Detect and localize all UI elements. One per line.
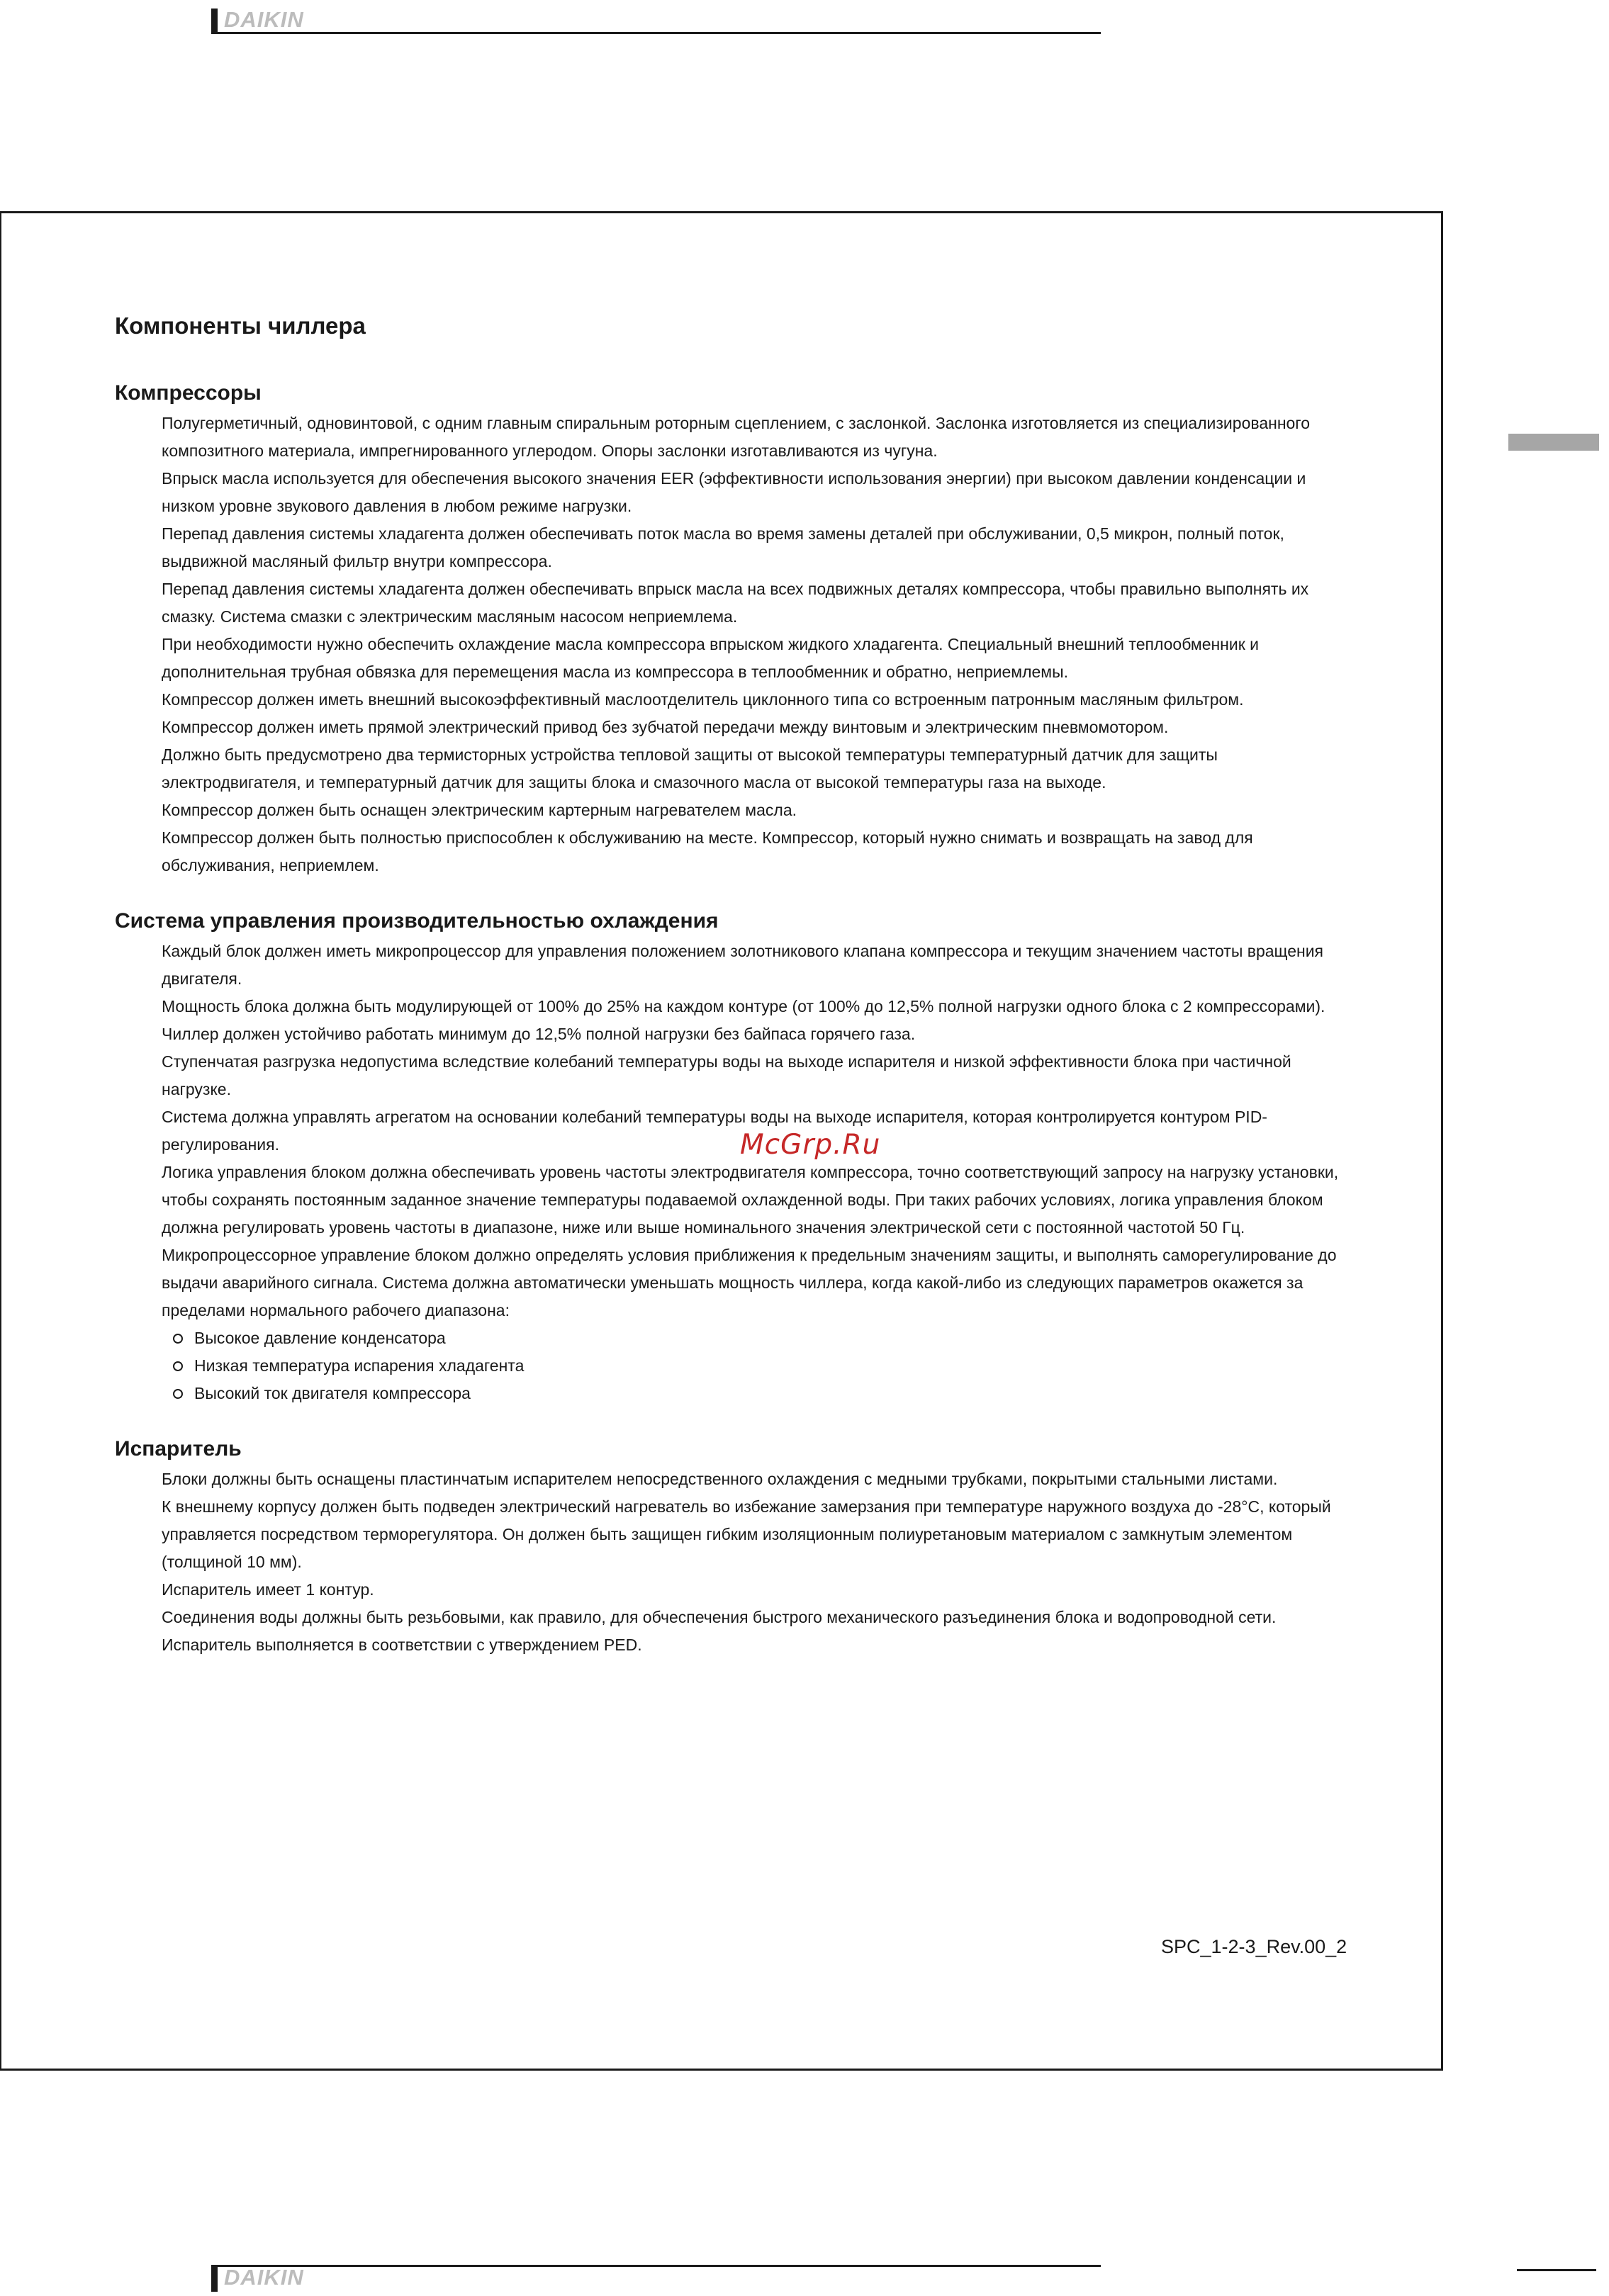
list-item: Высокое давление конденсатора: [173, 1324, 1355, 1352]
paragraph: Компрессор должен быть оснащен электрическим картерным нагревателем масла.: [162, 801, 797, 819]
page-footer: [211, 2265, 1101, 2295]
section-capacity-control: [115, 906, 1355, 1407]
daikin-logo: DAIKIN: [224, 7, 304, 32]
paragraph: Соединения воды должны быть резьбовыми, как правило, для обчеспечения быстрого механического разъединения блока и водопроводной сети.: [162, 1608, 1277, 1626]
section-heading: Компрессоры: [115, 381, 262, 405]
section-evaporator: [115, 1434, 1355, 1659]
list-item: Высокий ток двигателя компрессора: [173, 1380, 1355, 1407]
daikin-logo: DAIKIN: [224, 2265, 304, 2290]
page-title: Компоненты чиллера: [115, 313, 366, 339]
paragraph: Впрыск масла используется для обеспечения высокого значения EER (эффективности использования энергии) при высоком давлении конденсации и низком уровне звукового давления в любом режиме нагрузки.: [162, 469, 1306, 515]
paragraph: Компрессор должен иметь прямой электрический привод без зубчатой передачи между винтовым и электрическим пневмомотором.: [162, 718, 1169, 736]
paragraph: Компрессор должен быть полностью приспособлен к обслуживанию на месте. Компрессор, который нужно снимать и возвращать на завод для обслуживания, неприемлем.: [162, 828, 1253, 874]
paragraph: Компрессор должен иметь внешний высокоэффективный маслоотделитель циклонного типа со встроенным патронным масляным фильтром.: [162, 690, 1244, 709]
section-tab-marker: [1508, 434, 1599, 451]
footer-side-rule: [1517, 2269, 1596, 2271]
section-compressors: [115, 378, 1355, 879]
paragraph: Микропроцессорное управление блоком должно определять условия приближения к предельным значениям защиты, и выполнять саморегулирование до выдачи аварийного сигнала. Система должна автоматически уменьшать мощность чиллера, когда какой-либо из следующих параметров окажется за пределами нормального рабочего диапазона:: [162, 1246, 1337, 1319]
paragraph: Испаритель имеет 1 контур.: [162, 1580, 374, 1599]
paragraph: При необходимости нужно обеспечить охлаждение масла компрессора впрыском жидкого хладагента. Специальный внешний теплообменник и дополнительная трубная обвязка для перемещения масла из компрессора в теплообменник и обратно, неприемлемы.: [162, 635, 1260, 681]
list-item: Низкая температура испарения хладагента: [173, 1352, 1355, 1380]
paragraph: Каждый блок должен иметь микропроцессор для управления положением золотникового клапана компрессора и текущим значением частоты вращения двигателя.: [162, 942, 1323, 988]
paragraph: Логика управления блоком должна обеспечивать уровень частоты электродвигателя компрессора, точно соответствующий запросу на нагрузку установки, чтобы сохранять постоянным заданное значение температуры подаваемой охлажденной воды. При таких рабочих условиях, логика управления блоком должна регулировать уровень частоты в диапазоне, ниже или выше номинального значения электрической сети с постоянной частотой 50 Гц.: [162, 1163, 1339, 1237]
paragraph: Блоки должны быть оснащены пластинчатым испарителем непосредственного охлаждения с медными трубками, покрытыми стальными листами.: [162, 1470, 1278, 1488]
footer-rule: [211, 2265, 1101, 2267]
paragraph: Система должна управлять агрегатом на основании колебаний температуры воды на выходе испарителя, которая контролируется контуром PID-регулирования.: [162, 1108, 1267, 1154]
paragraph: Испаритель выполняется в соответствии с утверждением PED.: [162, 1636, 642, 1654]
bullet-list: [115, 1324, 1355, 1407]
paragraph: Ступенчатая разгрузка недопустима вследствие колебаний температуры воды на выходе испарителя и низкой эффективности блока при частичной нагрузке.: [162, 1052, 1291, 1098]
paragraph: К внешнему корпусу должен быть подведен электрический нагреватель во избежание замерзания при температуре наружного воздуха до -28°С, который управляется посредством терморегулятора. Он должен быть защищен гибким изоляционным полиуретановым материалом с замкнутым элементом (толщиной 10 мм).: [162, 1497, 1331, 1571]
watermark: McGrp.Ru: [740, 1129, 881, 1161]
document-code: SPC_1-2-3_Rev.00_2: [1161, 1936, 1347, 1957]
paragraph: Полугерметичный, одновинтовой, с одним главным спиральным роторным сцеплением, с заслонкой. Заслонка изготовляется из специализированного композитного материала, импрегнированного углеродом. Опоры заслонки изготавливаются из чугуна.: [162, 414, 1310, 460]
brand-mark: [211, 2266, 218, 2292]
document-body: [115, 310, 1355, 1686]
paragraph: Перепад давления системы хладагента должен обеспечивать поток масла во время замены деталей при обслуживании, 0,5 микрон, полный поток, выдвижной масляный фильтр внутри компрессора.: [162, 524, 1284, 570]
header-rule: [211, 32, 1101, 34]
brand-mark: [211, 9, 218, 34]
section-heading: Испаритель: [115, 1437, 242, 1461]
section-heading: Система управления производительностью охлаждения: [115, 909, 719, 933]
page-header: [211, 6, 1101, 35]
paragraph: Должно быть предусмотрено два термисторных устройства тепловой защиты от высокой температуры температурный датчик для защиты электродвигателя, и температурный датчик для защиты блока и смазочного масла от высокой температуры газа на выходе.: [162, 745, 1218, 792]
paragraph: Перепад давления системы хладагента должен обеспечивать впрыск масла на всех подвижных деталях компрессора, чтобы правильно выполнять их смазку. Система смазки с электрическим масляным насосом неприемлема.: [162, 580, 1309, 626]
paragraph: Мощность блока должна быть модулирующей от 100% до 25% на каждом контуре (от 100% до 12,5% полной нагрузки одного блока с 2 компрессорами). Чиллер должен устойчиво работать минимум до 12,5% полной нагрузки без байпаса горячего газа.: [162, 997, 1325, 1043]
